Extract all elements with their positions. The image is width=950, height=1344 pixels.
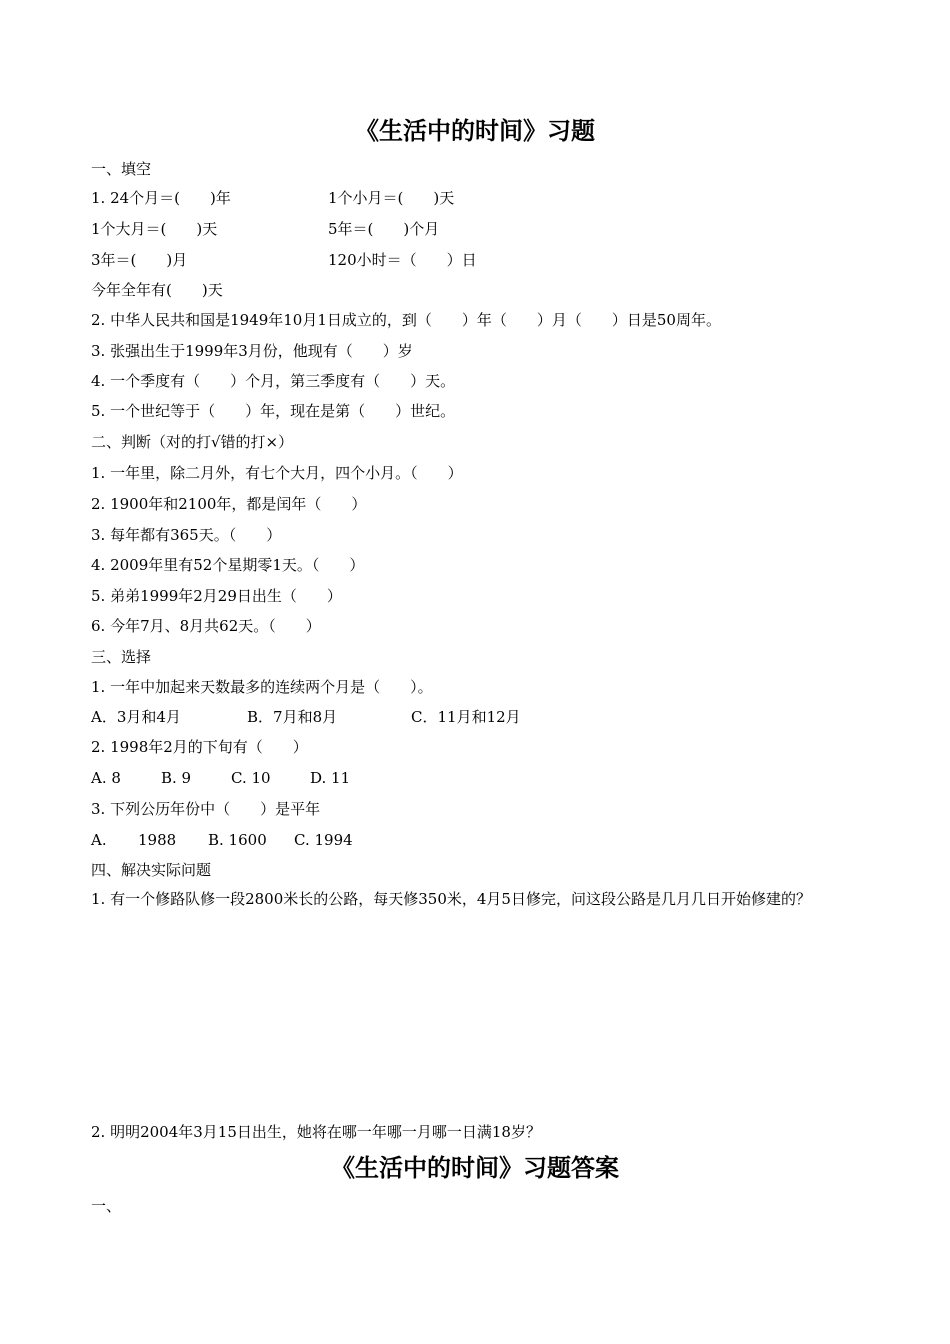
- fill-blank-q1-row3: [91, 250, 477, 270]
- choice-q3-options: [91, 830, 353, 850]
- choice-q1-options: [91, 707, 521, 727]
- section-heading-choice: 三、选择: [91, 648, 152, 666]
- judge-item: 3. 每年都有365天。（ ）: [91, 526, 282, 544]
- choice-q2-stem: 2. 1998年2月的下旬有（ ）: [91, 738, 308, 756]
- fill-blank-q5: 5. 一个世纪等于（ ）年，现在是第（ ）世纪。: [91, 402, 456, 420]
- choice-q2-option-c: C. 10: [231, 769, 271, 787]
- fill-blank-q1-f: 120小时＝（ ）日: [328, 251, 477, 269]
- answer-title: 《生活中的时间》习题答案: [331, 1153, 619, 1182]
- choice-q1-stem: 1. 一年中加起来天数最多的连续两个月是（ ）。: [91, 678, 433, 696]
- problem-q2: 2. 明明2004年3月15日出生，她将在哪一年哪一月哪一日满18岁？: [91, 1123, 541, 1141]
- choice-q2-option-d: D. 11: [310, 769, 351, 787]
- section-heading-problems: 四、解决实际问题: [91, 861, 212, 879]
- fill-blank-q1-row2: [91, 219, 440, 239]
- choice-q2-option-b: B. 9: [161, 769, 192, 787]
- fill-blank-q1-e: 3年＝( )月: [91, 251, 188, 269]
- fill-blank-q2: 2. 中华人民共和国是1949年10月1日成立的，到（ ）年（ ）月（ ）日是50周年。: [91, 311, 721, 329]
- problem-q1: 1. 有一个修路队修一段2800米长的公路，每天修350米，4月5日修完，问这段公路是几月几日开始修建的？: [91, 890, 811, 908]
- section-heading-fill-blank: 一、填空: [91, 160, 152, 178]
- choice-q1-option-c: C．11月和12月: [411, 708, 521, 726]
- choice-q1-option-b: B．7月和8月: [247, 708, 338, 726]
- judge-item: 5. 弟弟1999年2月29日出生（ ）: [91, 587, 342, 605]
- judge-item: 1. 一年里，除二月外，有七个大月，四个小月。（ ）: [91, 464, 463, 482]
- fill-blank-q1-b: 1个小月＝( )天: [328, 189, 455, 207]
- fill-blank-q3: 3. 张强出生于1999年3月份，他现有（ ）岁: [91, 342, 413, 360]
- fill-blank-q1-c: 1个大月＝( )天: [91, 220, 218, 238]
- fill-blank-q1-g: 今年全年有( )天: [91, 281, 223, 299]
- choice-q3-option-b: B. 1600: [208, 831, 267, 849]
- choice-q3-option-a-label: A.: [91, 831, 107, 849]
- choice-q2-options: [91, 768, 351, 788]
- answer-section-heading: 一、: [91, 1197, 122, 1215]
- section-heading-judge: 二、判断（对的打√错的打×）: [91, 433, 294, 451]
- fill-blank-q1-row1: [91, 188, 455, 208]
- choice-q2-option-a: A. 8: [91, 769, 121, 787]
- judge-item: 6. 今年7月、8月共62天。（ ）: [91, 617, 321, 635]
- choice-q1-option-a: A．3月和4月: [91, 708, 181, 726]
- judge-item: 2. 1900年和2100年，都是闰年（ ）: [91, 495, 367, 513]
- fill-blank-q4: 4. 一个季度有（ ）个月，第三季度有（ ）天。: [91, 372, 456, 390]
- choice-q3-stem: 3. 下列公历年份中（ ）是平年: [91, 800, 321, 818]
- judge-item: 4. 2009年里有52个星期零1天。（ ）: [91, 556, 365, 574]
- choice-q3-option-c: C. 1994: [294, 831, 353, 849]
- choice-q3-option-a-value: 1988: [138, 831, 177, 849]
- fill-blank-q1-a: 1. 24个月＝( )年: [91, 189, 231, 207]
- fill-blank-q1-d: 5年＝( )个月: [328, 220, 440, 238]
- page-title: 《生活中的时间》习题: [355, 116, 595, 145]
